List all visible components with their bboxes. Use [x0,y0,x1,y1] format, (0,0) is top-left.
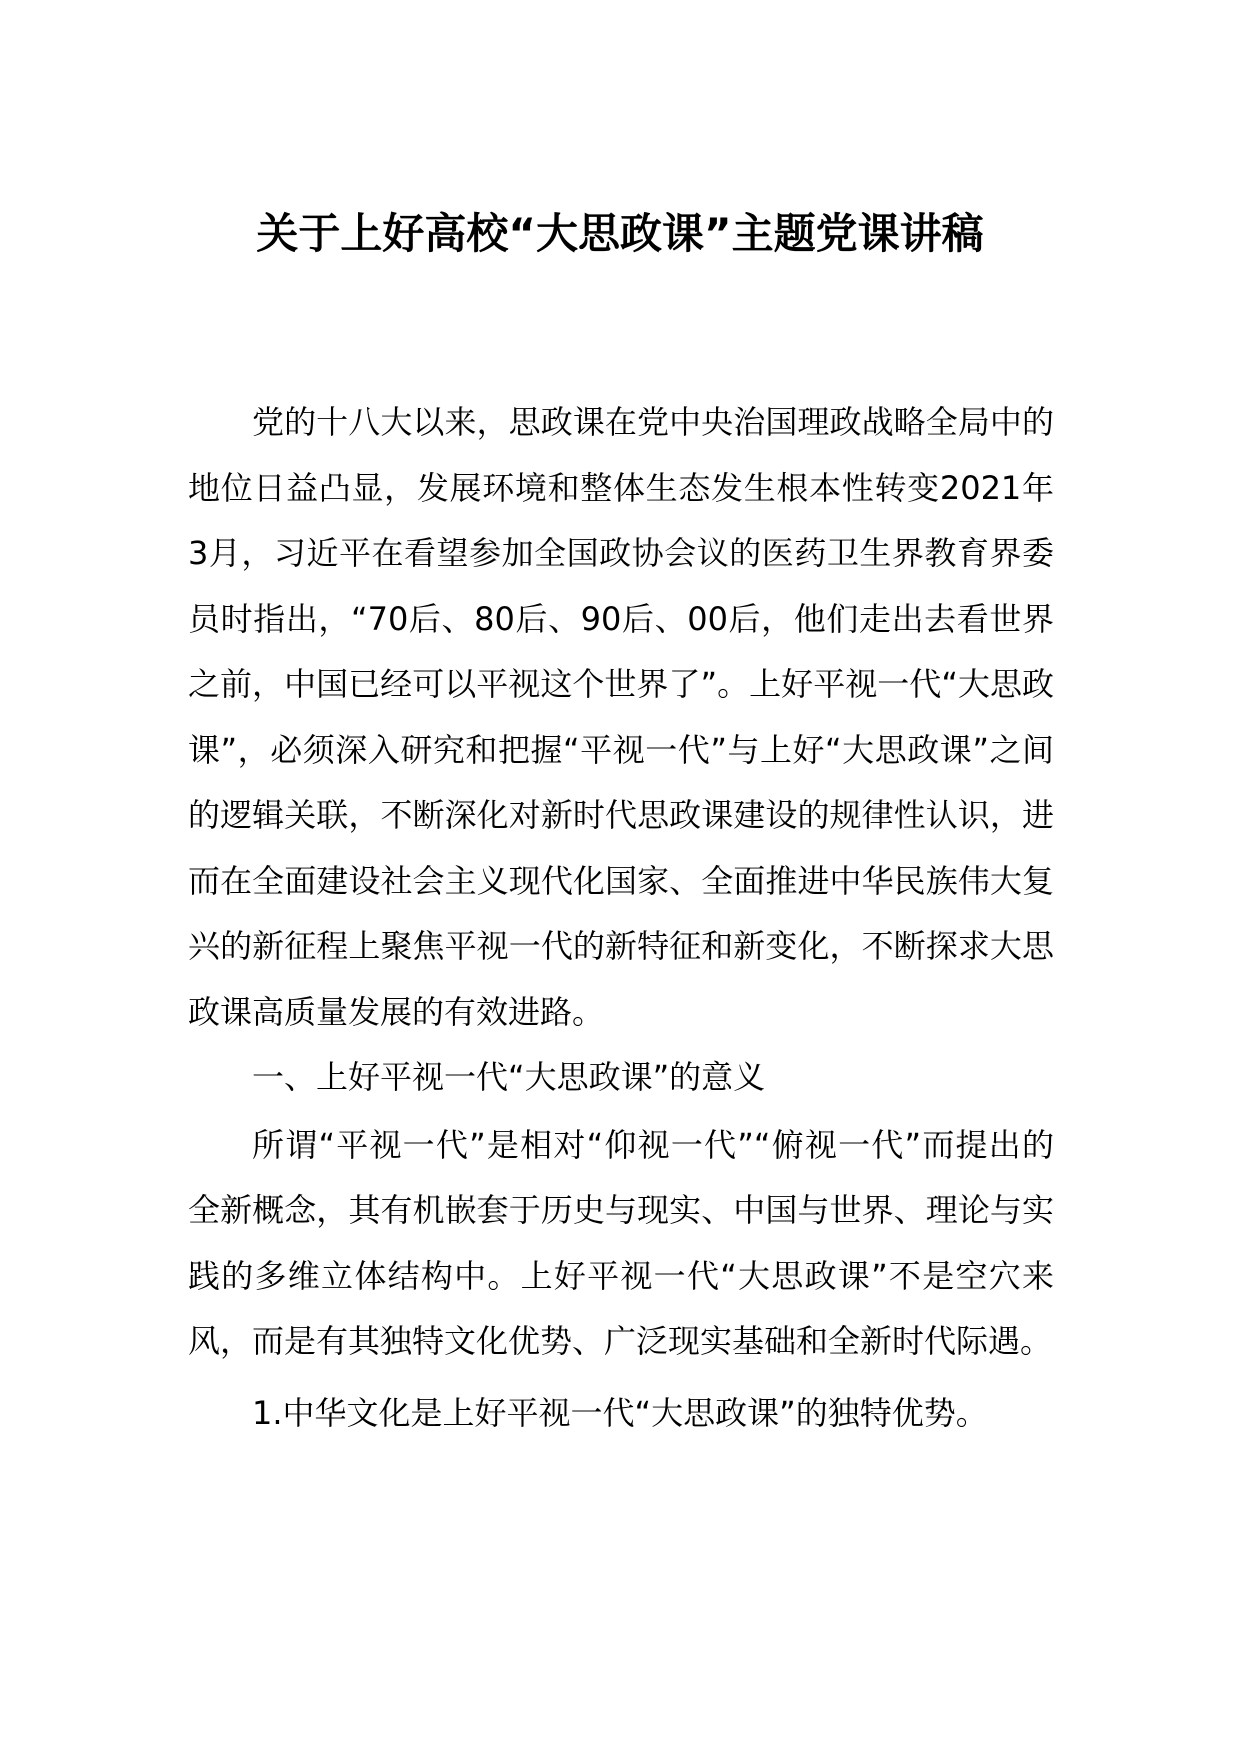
paragraph-intro: 党的十八大以来，思政课在党中央治国理政战略全局中的地位日益凸显，发展环境和整体生态发生根本性转变2021年3月，习近平在看望参加全国政协会议的医药卫生界教育界委员时指出，“70后、80后、90后、00后，他们走出去看世界之前，中国已经可以平视这个世界了”。上好平视一代“大思政课”，必须深入研究和把握“平视一代”与上好“大思政课”之间的逻辑关联，不断深化对新时代思政课建设的规律性认识，进而在全面建设社会主义现代化国家、全面推进中华民族伟大复兴的新征程上聚焦平视一代的新特征和新变化，不断探求大思政课高质量发展的有效进路。 [188,403,1054,1031]
paragraph-definition: 所谓“平视一代”是相对“仰视一代”“俯视一代”而提出的全新概念，其有机嵌套于历史与现实、中国与世界、理论与实践的多维立体结构中。上好平视一代“大思政课”不是空穴来风，而是有其独特文化优势、广泛现实基础和全新时代际遇。 [188,1125,1054,1360]
section-heading-1: 一、上好平视一代“大思政课”的意义 [252,1058,766,1096]
document-body [188,390,1054,1446]
subsection-heading-1: 1.中华文化是上好平视一代“大思政课”的独特优势。 [252,1393,988,1432]
document-title: 关于上好高校“大思政课”主题党课讲稿 [256,209,984,258]
